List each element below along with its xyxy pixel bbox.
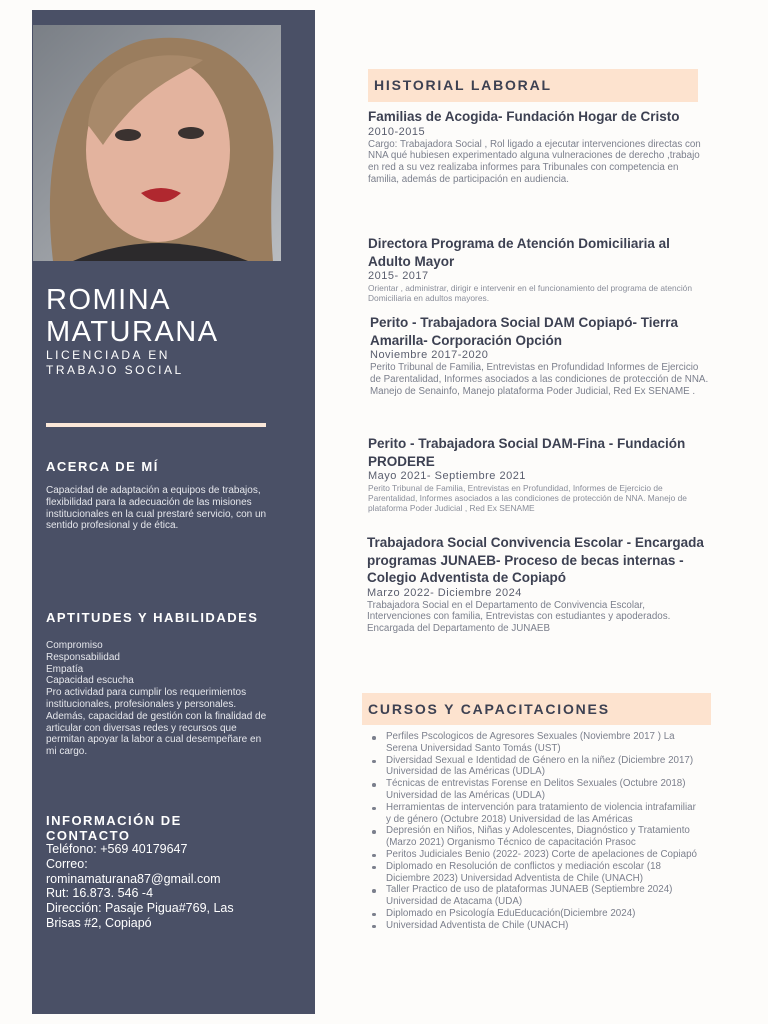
course-text: Peritos Judiciales Benio (2022- 2023) Corte de apelaciones de Copiapó — [386, 848, 697, 860]
bullet-icon — [372, 866, 376, 870]
course-text: Taller Practico de uso de plataformas JUNAEB (Septiembre 2024) Universidad de Atacama (UDA) — [386, 884, 673, 908]
skills-heading: APTITUDES Y HABILIDADES — [46, 610, 259, 625]
course-text: Diplomado en Psicología EduEducación(Diciembre 2024) — [386, 907, 636, 919]
contact-address-line1: Dirección: Pasaje Pigua#769, Las — [46, 901, 234, 916]
course-text: Técnicas de entrevistas Forense en Delitos Sexuales (Octubre 2018) Universidad de las Américas (UDLA) — [386, 778, 686, 801]
skill-item: Capacidad escucha — [46, 675, 134, 687]
job-entry — [370, 314, 710, 397]
bullet-icon — [372, 925, 376, 929]
work-history-heading: HISTORIAL LABORAL — [368, 69, 698, 102]
last-name: MATURANA — [46, 316, 219, 348]
list-item — [372, 802, 702, 826]
job-dates: 2015- 2017 — [368, 270, 429, 282]
course-text: Depresión en Niños, Niñas y Adolescentes, Diagnóstico y Tratamiento (Marzo 2021) Organismo Técnico de capacitación Prasoc — [386, 825, 690, 849]
list-item — [372, 825, 702, 849]
bullet-icon — [372, 913, 376, 917]
course-text: Herramientas de intervención para tratamiento de violencia intrafamiliar y de género (Octubre 2018) Universidad de las Américas — [386, 801, 696, 825]
first-name: ROMINA — [46, 284, 171, 316]
skill-item: Además, capacidad de gestión con la finalidad de articular con diversas redes y recursos que permitan apoyar la labor a cual desempeñare en mi cargo. — [46, 710, 267, 758]
list-item — [372, 849, 702, 861]
job-dates: Mayo 2021- Septiembre 2021 — [368, 470, 526, 482]
contact-info — [46, 842, 296, 931]
about-text: Capacidad de adaptación a equipos de trabajos, flexibilidad para la adecuación de las misiones institucionales en la cual prestaré servicio, con un sentido profesional y de ética. — [46, 485, 267, 532]
course-text: Perfiles Pscologicos de Agresores Sexuales (Noviembre 2017 ) La Serena Universidad Santo Tomás (UST) — [386, 731, 675, 754]
bullet-icon — [372, 807, 376, 811]
skills-list — [46, 640, 271, 758]
contact-heading — [46, 813, 182, 843]
bullet-icon — [372, 854, 376, 858]
job-title: Perito - Trabajadora Social DAM Copiapó- Tierra Amarilla- Corporación Opción — [370, 315, 679, 348]
job-title: Trabajadora Social Convivencia Escolar - Encargada programas JUNAEB- Proceso de becas internas -Colegio Adventista de Copiapó — [367, 535, 704, 585]
sidebar-divider — [46, 423, 266, 427]
skill-item: Empatía — [46, 663, 84, 675]
course-text: Diplomado en Resolución de conflictos y mediación escolar (18 Diciembre 2023) Universidad Adventista de Chile (UNACH) — [386, 860, 662, 884]
job-entry — [368, 108, 708, 186]
list-item — [372, 908, 702, 920]
bullet-icon — [372, 783, 376, 787]
job-dates: 2010-2015 — [368, 125, 426, 138]
course-text: Diversidad Sexual e Identidad de Género en la niñez (Diciembre 2017) Universidad de las Américas (UDLA) — [386, 754, 694, 778]
profile-photo — [33, 25, 281, 261]
about-heading: ACERCA DE MÍ — [46, 459, 159, 474]
bullet-icon — [372, 830, 376, 834]
contact-email[interactable]: rominamaturana87@gmail.com — [46, 871, 221, 886]
courses-list — [372, 731, 702, 932]
job-description-extra: Manejo de Senainfo, Manejo plataforma Poder Judicial, Red Ex SENAME . — [370, 385, 696, 397]
bullet-icon — [372, 760, 376, 764]
bullet-icon — [372, 889, 376, 893]
list-item — [372, 884, 702, 908]
job-entry — [368, 235, 708, 303]
course-text: Universidad Adventista de Chile (UNACH) — [386, 919, 569, 931]
job-title: Directora Programa de Atención Domiciliaria al Adulto Mayor — [368, 236, 670, 269]
courses-heading: CURSOS Y CAPACITACIONES — [362, 693, 711, 725]
contact-email-label: Correo: — [46, 856, 88, 871]
list-item — [372, 778, 702, 802]
job-description: Perito Tribunal de Familia, Entrevistas en Profundidad Informes de Ejercicio de Parentalidad, Informes asociados a las condiciones de protección de NNA. — [370, 362, 709, 385]
job-entry — [368, 435, 708, 513]
job-dates: Marzo 2022- Diciembre 2024 — [367, 586, 522, 599]
job-description: Perito Tribunal de Familia, Entrevistas en Profundidad, Informes de Ejercicio de Parentalidad, Informes asociados a las condiciones de protección de NNA. Manejo de plataforma Poder Judicial , Red Ex SENAME — [368, 483, 687, 513]
bullet-icon — [372, 736, 376, 740]
job-description-extra: Encargada del Departamento de JUNAEB — [367, 623, 550, 635]
contact-phone: Teléfono: +569 40179647 — [46, 842, 188, 856]
job-entry — [367, 534, 707, 635]
person-name — [46, 284, 306, 348]
job-title-line2: TRABAJO SOCIAL — [46, 363, 184, 377]
list-item — [372, 731, 702, 755]
contact-address-line2: Brisas #2, Copiapó — [46, 915, 152, 930]
job-description: Trabajadora Social en el Departamento de Convivencia Escolar, Intervenciones con familia, Entrevistas con estudiantes y apoderados. — [367, 599, 671, 623]
job-description: Cargo: Trabajadora Social , Rol ligado a ejecutar intervenciones directas con NNA qué hubiesen experimentado alguna vulneraciones de derecho ,trabajo en red a su vez realizaba informes para Tribunales con competencia en familia, además de participación en audiencia. — [368, 138, 701, 185]
job-title — [46, 348, 306, 378]
job-title: Perito - Trabajadora Social DAM-Fina - Fundación PRODERE — [368, 436, 686, 469]
skill-item: Compromiso — [46, 640, 103, 651]
job-title: Familias de Acogida- Fundación Hogar de Cristo — [368, 109, 680, 124]
contact-heading-line1: INFORMACIÓN DE — [46, 813, 182, 828]
contact-heading-line2: CONTACTO — [46, 828, 131, 843]
job-title-line1: LICENCIADA EN — [46, 348, 170, 362]
skill-item: Responsabilidad — [46, 651, 120, 663]
contact-rut: Rut: 16.873. 546 -4 — [46, 886, 154, 901]
list-item — [372, 755, 702, 779]
list-item — [372, 920, 702, 932]
job-dates: Noviembre 2017-2020 — [370, 349, 489, 361]
job-description: Orientar , administrar, dirigir e intervenir en el funcionamiento del programa de atención Domiciliaria en adultos mayores. — [368, 283, 692, 303]
list-item — [372, 861, 702, 885]
skill-item: Pro actividad para cumplir los requerimientos institucionales, profesionales y personales. — [46, 687, 247, 710]
